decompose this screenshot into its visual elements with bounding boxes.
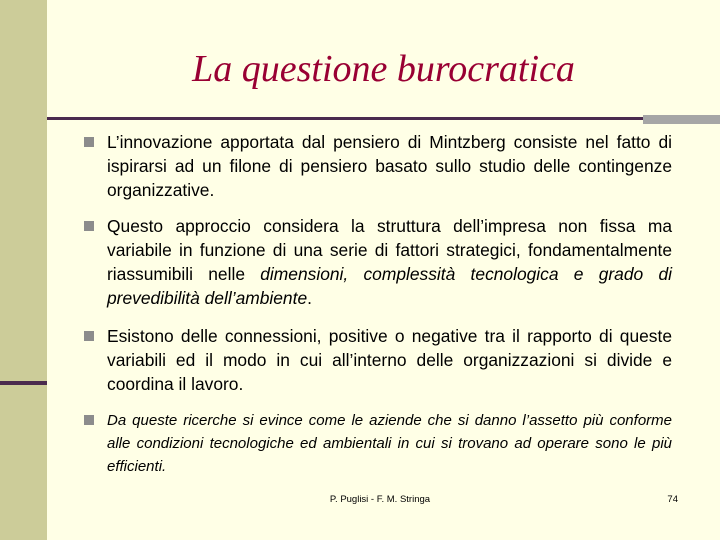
- title-underline-grey-block: [643, 115, 720, 124]
- bullet-text: L’innovazione apportata dal pensiero di Mintzberg consiste nel fatto di ispirarsi ad un filone di pensiero basato sullo studio delle contingenze organizzative.: [107, 132, 672, 200]
- bullet-text-end: .: [307, 288, 312, 308]
- left-decorative-band: [0, 0, 47, 540]
- page-number: 74: [667, 494, 678, 505]
- square-bullet-icon: [84, 331, 94, 341]
- bullet-text: Da queste ricerche si evince come le aziende che si danno l’assetto più conforme alle condizioni tecnologiche ed ambientali in cui si trovano ad operare sono le più efficienti.: [107, 412, 672, 475]
- square-bullet-icon: [84, 137, 94, 147]
- slide-title: La questione burocratica: [192, 48, 575, 90]
- bullet-item: [84, 409, 672, 478]
- bullet-item: [84, 214, 672, 310]
- bullet-item: [84, 130, 672, 202]
- bullet-text-emphasis: dimensioni, complessità tecnologica e grado di prevedibilità dell’ambiente: [107, 264, 672, 308]
- bullet-text: Questo approccio considera la struttura dell’impresa non fissa ma variabile in funzione di una serie di fattori strategici, fondamentalmente riassumibili nelle: [107, 216, 672, 284]
- bullet-text: Esistono delle connessioni, positive o negative tra il rapporto di queste variabili ed il modo in cui all’interno delle organizzazioni si divide e coordina il lavoro.: [107, 326, 672, 394]
- square-bullet-icon: [84, 415, 94, 425]
- bullet-list: [84, 130, 672, 478]
- left-band-marker: [0, 381, 47, 385]
- title-underline-dark: [47, 117, 643, 120]
- bullet-item: [84, 324, 672, 396]
- footer-author: P. Puglisi - F. M. Stringa: [329, 494, 431, 505]
- square-bullet-icon: [84, 221, 94, 231]
- title-underline: [47, 115, 688, 125]
